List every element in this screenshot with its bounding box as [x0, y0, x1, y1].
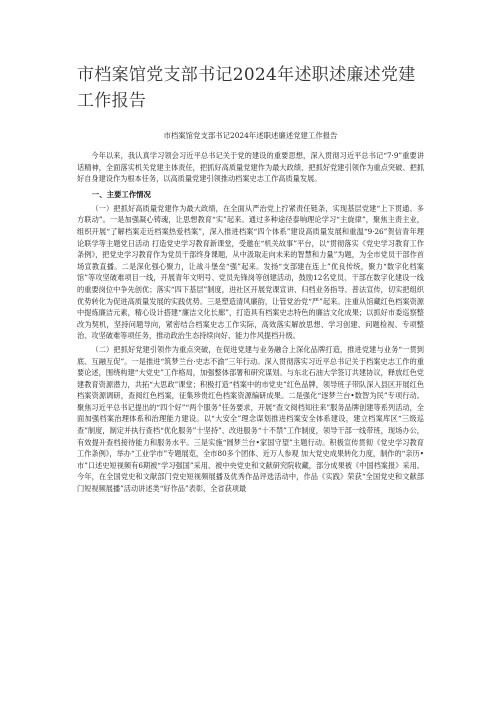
document-title: 市档案馆党支部书记2024年述职述廉述党建工作报告	[77, 65, 416, 111]
paragraph-party-leadership: （二）把抓好党建引领作为重点突破，在促进党建与业务融合上深化品牌打造，推进党建与业务“一贯到底、互融互促”。一是推进“筑梦兰台·史志不渝”三年行动。深入贯彻落实习近平总书记关于档案史志工作的重要论述，围绕构建“大党史”工作格局，加强整体部署和研究谋划。与东北石油大学签订共建协议，释放红色党建教育资源潜力，共拓“大思政”课堂；积极打造“档案中的市党史”红色品牌，领导班子带队深入县区开展红色档案资源调研，查阅红色档案，征集珍贵红色档案资源编研成果。二是强化“逐梦兰台•数智为民”专项行动。聚焦习近平总书记提出的“四个好”“两个服务”任务要求，开展“查文阅档知往来”服务品牌创建等系列活动，全面加强档案治理体系和治理能力建设。以“大安全”理念谋划推进档案安全体系建设，建立档案库区“三级巡查”制度，制定并执行查档“优化服务”十坚持”、改进服务“十不禁”工作制度，领导干部一线带班，现场办公，有效提升查档接待能力和服务水平。三是实施“圆梦兰台•家国守望”主题行动。积极宣传贯彻《党史学习教育工作条例》，举办“工业学市”专题展览，全市80多个团体、近万人参观 加大党史成果转化力度，制作的“亲历•市”口述史短视频有6期被“学习强国”采用、被中央党史和文献研究院收藏，部分成果被《中国档案报》采用。今年，在全国党史和文献部门党史短视频展播及优秀作品评选活动中，作品《实践》荣获“全国党史和文献部门短视频展播”活动讲述类“好作品”表彰，全省获项最	[77, 344, 424, 494]
section-heading-main-work: 一、主要工作情况	[91, 189, 151, 199]
intro-paragraph: 今年以来，我认真学习领会习近平总书记关于党的建设的重要思想，深入贯彻习近平总书记“7·9”重要讲话精神，全面落实机关党建主体责任，把抓好高质量党建作为最大政绩、把抓好党建引领作为重点突破、把抓好自身建设作为根本任务，以高质量党建引领推动档案史志工作高质量发展。	[77, 151, 424, 184]
document-subtitle: 市档案馆党支部书记2024年述职述廉述党建工作报告	[163, 131, 338, 140]
paragraph-party-building: （一）把抓好高质量党建作为最大政绩，在全面从严治党上拧紧责任链条，实现基层党建“上下贯通、多方联动”。一是加强凝心铸魂，让思想教育“实”起来。通过多种途径泰响理论学习“主旋律”，聚焦主责主业，组织开展“了解档案走近档案热爱档案”，深入推进档案“四个体系”建设高质量发展和重温“9·26”贺信青年理论联学等主题党日活动 打造党史学习教育新课堂，受邀在“机关故事”平台，以“贯彻落实《党史学习教育工作条例》，把党史学习教育作为党员干部终身课题，从中汲取走向未来的智慧和力量”为题，为全市党员干部作首场宣教直播。二是深化强心聚力，让战斗堡垒“强”起来。发扬“支部建在连上”优良传统，聚力“数字化档案馆”等攻坚破难项目一线，开展青年文明号、党员先锋岗等创建活动，鼓励12名党员、干部在数字化建设一线的重要岗位中争先创优；落实“四下基层”制度，进社区开展党课宣讲、归档业务指导、普法宣传，切实把组织优势转化为促进高质量发展的实践优势。三是塑造清风廉韵，让管党治党“严”起来。注重从馆藏红色档案资源中提炼廉洁元素，精心设计搭建“廉洁文化长廊”，打造具有档案史志特色的廉洁文化成果；以抓好市委巡察整改为契机，坚持问题导向，紧密结合档案史志工作实际，高效落实解放思想、学习创建、问题检视、专项整治、攻坚破难等项任务，推动政治生态持续向好、能力作风提档升级。	[77, 203, 424, 341]
